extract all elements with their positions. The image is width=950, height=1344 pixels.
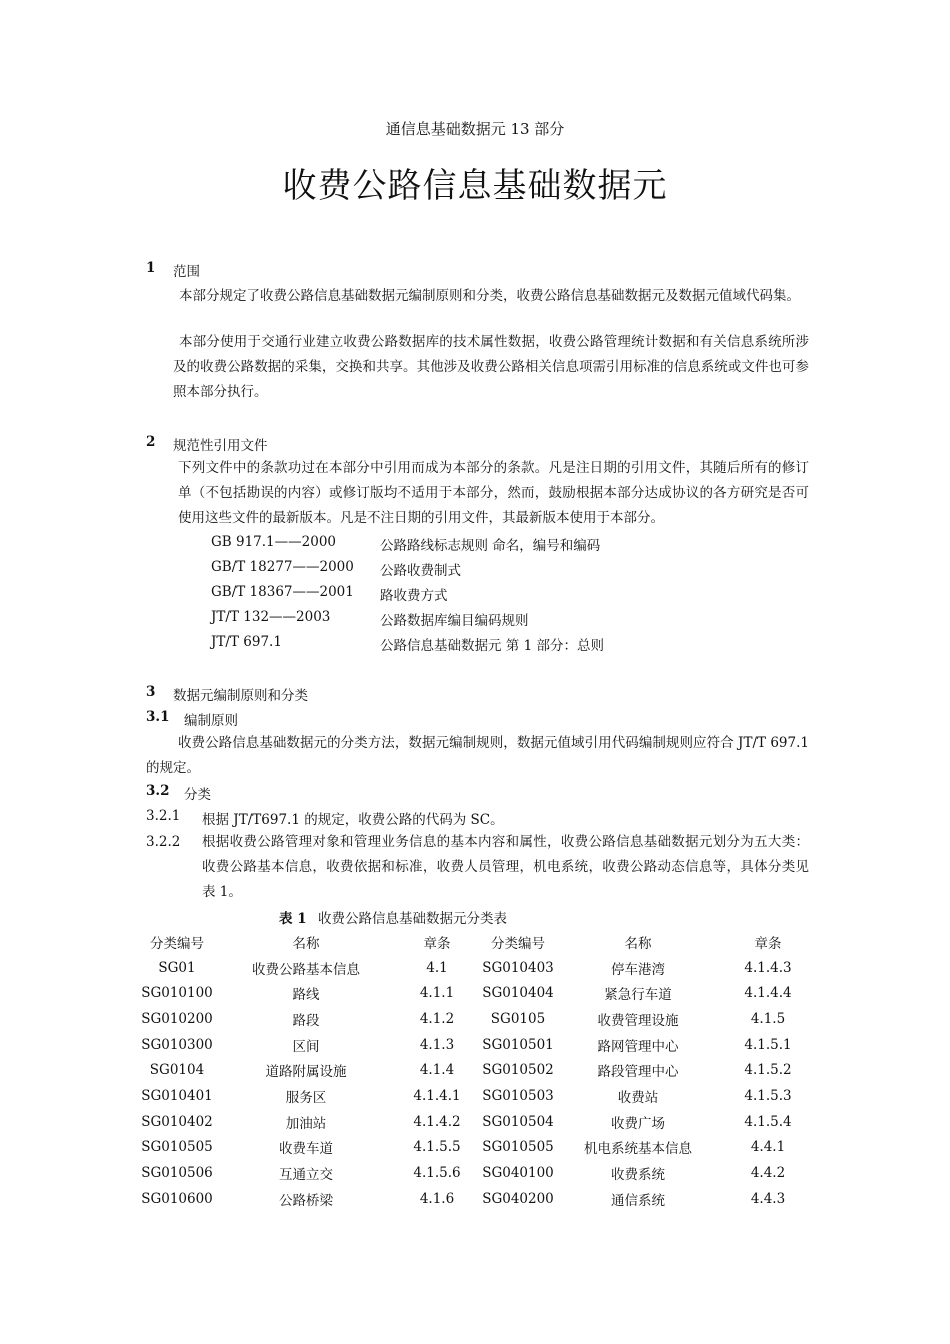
section-2-paragraph: 下列文件中的条款功过在本部分中引用而成为本部分的条款。凡是注日期的引用文件，其随后所有的修订单（不包括勘误的内容）或修订版均不适用于本部分，然而，鼓励根据本部分达成协议的各方研究是否可使用这些文件的最新版本。凡是不注日期的引用文件，其最新版本使用于本部分。 — [178, 460, 809, 526]
table-row — [138, 1083, 818, 1109]
table-cell: 收费管理设施 — [597, 1012, 679, 1029]
table-row — [138, 1032, 818, 1058]
section-3-2-heading: 分类 — [184, 787, 211, 803]
table-cell: 收费站 — [617, 1089, 659, 1106]
table-cell: 4.1.5 — [750, 1010, 786, 1027]
table-cell: 4.1.4.1 — [413, 1087, 461, 1104]
table-cell: 4.1.6 — [419, 1190, 455, 1207]
table-cell: 通信系统 — [611, 1192, 665, 1209]
section-1-paragraph-1: 本部分规定了收费公路信息基础数据元编制原则和分类，收费公路信息基础数据元及数据元值域代码集。 — [179, 288, 800, 304]
table-row — [138, 1057, 818, 1083]
table-cell: SG0104 — [149, 1062, 205, 1079]
table-cell: 紧急行车道 — [604, 987, 672, 1004]
table-cell: 4.1.4 — [419, 1062, 455, 1079]
table-cell: 公路桥梁 — [279, 1192, 333, 1209]
table-cell: 4.4.1 — [750, 1139, 786, 1156]
table-cell: 加油站 — [285, 1115, 327, 1132]
table-cell: SG01 — [158, 959, 196, 976]
table-cell: 4.4.3 — [750, 1190, 786, 1207]
table-cell: SG010504 — [482, 1113, 554, 1130]
section-3-heading: 数据元编制原则和分类 — [173, 688, 308, 704]
table-cell: 收费公路基本信息 — [252, 961, 360, 978]
section-3-2-number: 3.2 — [146, 783, 170, 799]
reference-title: 公路数据库编目编码规则 — [380, 613, 529, 629]
table-cell: SG010401 — [141, 1087, 213, 1104]
table-cell: 路线 — [292, 987, 320, 1004]
section-3-2-1-text: 根据 JT/T697.1 的规定，收费公路的代码为 SC。 — [202, 812, 504, 828]
table-header-row — [138, 929, 818, 955]
section-3-1-number: 3.1 — [146, 709, 170, 725]
header-cell: 名称 — [292, 935, 320, 952]
table-cell: 4.1.5.1 — [744, 1036, 792, 1053]
document-title: 收费公路信息基础数据元 — [282, 166, 668, 206]
section-1-number: 1 — [146, 260, 156, 276]
table-row — [138, 1135, 818, 1161]
table-cell: 收费广场 — [611, 1115, 665, 1132]
section-3-number: 3 — [146, 684, 156, 700]
table-cell: 机电系统基本信息 — [584, 1141, 692, 1158]
table-cell: SG0105 — [490, 1010, 546, 1027]
reference-code: GB/T 18277——2000 — [211, 559, 354, 575]
reference-code: JT/T 697.1 — [211, 634, 282, 650]
header-cell: 分类编号 — [491, 935, 545, 952]
table-cell: SG040100 — [482, 1165, 554, 1182]
table-cell: 4.1.4.2 — [413, 1113, 461, 1130]
reference-code: GB 917.1——2000 — [211, 534, 337, 550]
header-cell: 名称 — [624, 935, 652, 952]
section-3-2-2-number: 3.2.2 — [146, 834, 181, 850]
section-3-1-paragraph: 收费公路信息基础数据元的分类方法，数据元编制规则，数据元值域引用代码编制规则应符合 JT/T 697.1 的规定。 — [146, 735, 809, 776]
section-2-heading: 规范性引用文件 — [173, 438, 268, 454]
table-cell: 收费车道 — [279, 1141, 333, 1158]
table-cell: SG010200 — [141, 1010, 213, 1027]
section-3-1-heading: 编制原则 — [184, 713, 238, 729]
table-cell: 4.1.3 — [419, 1036, 455, 1053]
table-cell: 4.4.2 — [750, 1165, 786, 1182]
table-row — [138, 1186, 818, 1212]
section-1-paragraph-2: 本部分使用于交通行业建立收费公路数据库的技术属性数据，收费公路管理统计数据和有关信息系统所涉及的收费公路数据的采集，交换和共享。其他涉及收费公路相关信息项需引用标准的信息系统或文件也可参照本部分执行。 — [173, 334, 809, 400]
table-cell: 停车港湾 — [611, 961, 665, 978]
table-cell: SG010502 — [482, 1062, 554, 1079]
table-cell: 互通立交 — [279, 1167, 333, 1184]
table-cell: 4.1.4.4 — [744, 985, 792, 1002]
reference-title: 路收费方式 — [380, 588, 448, 604]
section-3-2-2-text: 根据收费公路管理对象和管理业务信息的基本内容和属性，收费公路信息基础数据元划分为五大类：收费公路基本信息，收费依据和标准，收费人员管理，机电系统，收费公路动态信息等，具体分类见表 1。 — [202, 834, 809, 900]
table-row — [138, 1160, 818, 1186]
table-cell: SG010501 — [482, 1036, 554, 1053]
table-cell: 区间 — [292, 1038, 320, 1055]
table-row — [138, 955, 818, 981]
table-cell: 4.1.1 — [419, 985, 455, 1002]
section-3-2-1-number: 3.2.1 — [146, 808, 181, 824]
table-cell: SG010505 — [141, 1139, 213, 1156]
table-cell: 4.1.2 — [419, 1010, 455, 1027]
classification-table — [138, 929, 818, 1212]
table-cell: SG010503 — [482, 1087, 554, 1104]
reference-code: GB/T 18367——2001 — [211, 584, 354, 600]
reference-title: 公路收费制式 — [380, 563, 461, 579]
section-2-number: 2 — [146, 434, 156, 450]
reference-code: JT/T 132——2003 — [211, 609, 331, 625]
table-cell: 4.1.5.3 — [744, 1087, 792, 1104]
table-cell: SG010402 — [141, 1113, 213, 1130]
table-cell: 4.1.4.3 — [744, 959, 792, 976]
table-cell: SG040200 — [482, 1190, 554, 1207]
table-cell: 4.1.5.2 — [744, 1062, 792, 1079]
table-cell: 路网管理中心 — [597, 1038, 679, 1055]
table-cell: SG010403 — [482, 959, 554, 976]
table-cell: SG010505 — [482, 1139, 554, 1156]
table-cell: SG010506 — [141, 1165, 213, 1182]
table-row — [138, 980, 818, 1006]
table-cell: 4.1.5.4 — [744, 1113, 792, 1130]
table-cell: SG010404 — [482, 985, 554, 1002]
header-cell: 章条 — [423, 935, 451, 952]
table-caption-number: 表 1 — [279, 911, 307, 927]
table-cell: 道路附属设施 — [265, 1064, 347, 1081]
table-cell: 4.1.5.6 — [413, 1165, 461, 1182]
table-cell: 服务区 — [285, 1089, 327, 1106]
section-1-heading: 范围 — [173, 264, 200, 280]
table-cell: 4.1.5.5 — [413, 1139, 461, 1156]
reference-title: 公路路线标志规则 命名，编号和编码 — [380, 538, 601, 554]
table-cell: 路段管理中心 — [597, 1064, 679, 1081]
table-cell: SG010100 — [141, 985, 213, 1002]
table-caption-text: 收费公路信息基础数据元分类表 — [318, 911, 507, 927]
reference-title: 公路信息基础数据元 第 1 部分：总则 — [380, 638, 604, 654]
table-cell: 路段 — [292, 1012, 320, 1029]
table-row — [138, 1006, 818, 1032]
table-cell: 4.1 — [426, 959, 448, 976]
header-cell: 分类编号 — [150, 935, 204, 952]
table-cell: SG010300 — [141, 1036, 213, 1053]
header-cell: 章条 — [754, 935, 782, 952]
table-row — [138, 1109, 818, 1135]
table-cell: SG010600 — [141, 1190, 213, 1207]
table-cell: 收费系统 — [611, 1167, 665, 1184]
document-subtitle: 通信息基础数据元 13 部分 — [385, 120, 565, 138]
